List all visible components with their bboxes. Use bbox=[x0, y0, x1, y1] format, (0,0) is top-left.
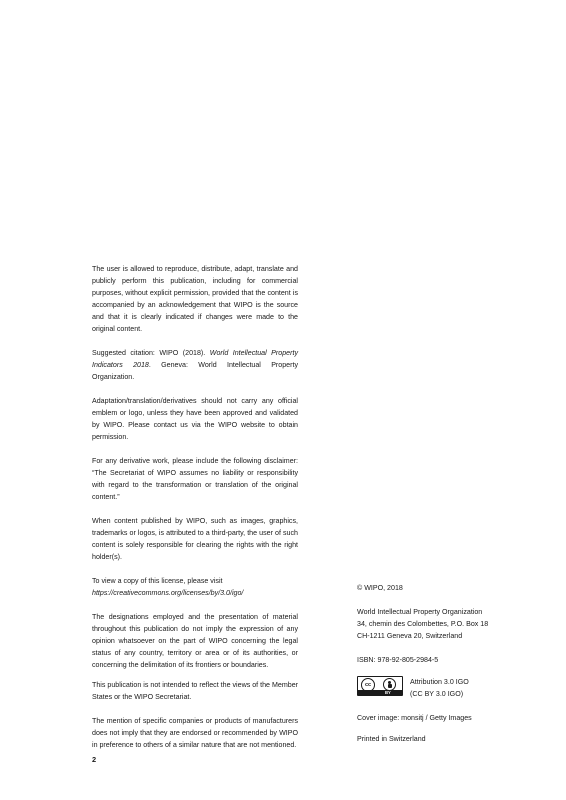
publication-info-column bbox=[357, 582, 527, 666]
third-party-content-paragraph: When content published by WIPO, such as images, graphics, trademarks or logos, is attributed to a third-party, the user of such content is solely responsible for clearing the rights with the right holder(s). bbox=[92, 517, 298, 561]
license-text: To view a copy of this license, please visit bbox=[92, 577, 223, 585]
designations-paragraph: The designations employed and the presentation of material throughout this publication do not imply the expression of any opinion whatsoever on the part of WIPO concerning the legal status of any country, territory or area or of its authorities, or concerning the delimitation of its frontiers or boundaries. bbox=[92, 613, 298, 669]
cc-by-badge-icon bbox=[357, 676, 403, 696]
adaptation-paragraph: Adaptation/translation/derivatives should not carry any official emblem or logo, unless they have been approved and validated by WIPO. Please contact us via the WIPO website to obtain permission. bbox=[92, 397, 298, 441]
disclaimer-paragraph: For any derivative work, please include the following disclaimer: “The Secretariat of WIPO assumes no liability or responsibility with regard to the transformation or translation of the original content.” bbox=[92, 457, 298, 501]
license-url-link[interactable]: https://creativecommons.org/licenses/by/3.0/igo/ bbox=[92, 589, 244, 597]
page-number: 2 bbox=[92, 755, 97, 764]
cc-logo-icon: cc bbox=[361, 678, 375, 692]
license-abbrev: (CC BY 3.0 IGO) bbox=[410, 690, 464, 698]
cover-image-credit: Cover image: monsitj / Getty Images bbox=[357, 714, 472, 722]
citation-prefix: Suggested citation: WIPO (2018). bbox=[92, 349, 210, 357]
reuse-permission-paragraph: The user is allowed to reproduce, distribute, adapt, translate and publicly perform this publication, including for commercial purposes, without explicit permission, provided that the content is accompanied by an acknowledgement that WIPO is the source and that it is clearly indicated if changes were made to the original content. bbox=[92, 265, 298, 333]
citation-suffix: . Geneva: World Intellectual Property Organization. bbox=[92, 361, 298, 381]
license-name: Attribution 3.0 IGO bbox=[410, 678, 469, 686]
legal-text-column bbox=[92, 263, 298, 763]
org-name: World Intellectual Property Organization bbox=[357, 608, 483, 616]
citation-title: World Intellectual Property Indicators 2018 bbox=[92, 349, 298, 369]
cc-license-text bbox=[410, 676, 530, 700]
license-paragraph bbox=[92, 575, 298, 599]
address-line-2: CH-1211 Geneva 20, Switzerland bbox=[357, 632, 463, 640]
by-label: BY bbox=[385, 690, 391, 695]
copyright-line: © WIPO, 2018 bbox=[357, 584, 403, 592]
isbn-line: ISBN: 978-92-805-2984-5 bbox=[357, 656, 439, 664]
printed-in-line: Printed in Switzerland bbox=[357, 735, 426, 743]
suggested-citation-paragraph bbox=[92, 347, 298, 383]
views-paragraph: This publication is not intended to reflect the views of the Member States or the WIPO Secretariat. bbox=[92, 681, 298, 701]
companies-mention-paragraph: The mention of specific companies or products of manufacturers does not imply that they are endorsed or recommended by WIPO in preference to others of a similar nature that are not mentioned. bbox=[92, 717, 298, 749]
address-line-1: 34, chemin des Colombettes, P.O. Box 18 bbox=[357, 620, 489, 628]
